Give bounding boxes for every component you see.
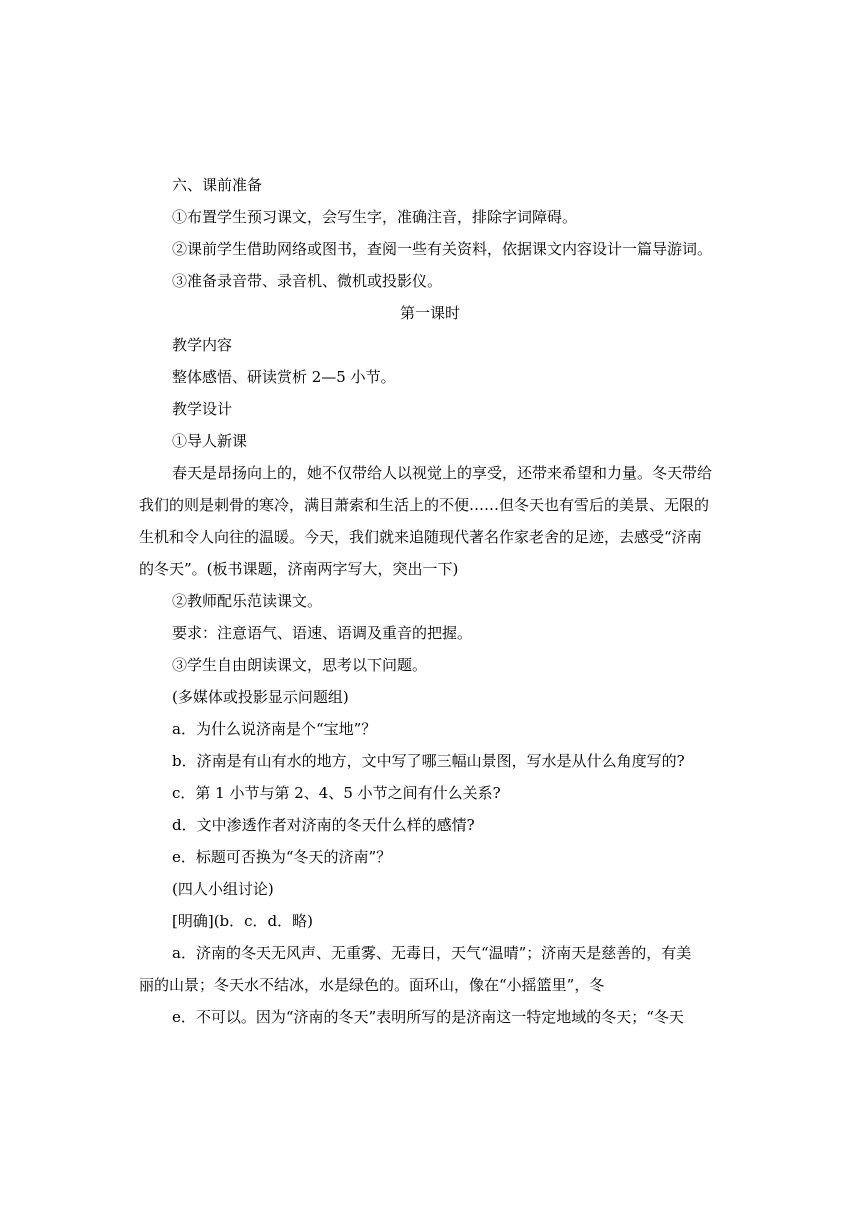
- prep-item-1: ①布置学生预习课文，会写生字，准确注音，排除字词障碍。: [172, 208, 578, 226]
- question-a: a．为什么说济南是个“宝地”？: [172, 720, 377, 738]
- step-3-heading: ③学生自由朗读课文，思考以下问题。: [172, 656, 428, 674]
- clarify-heading: [明确](b．c．d．略): [172, 912, 314, 930]
- question-e: e．标题可否换为“冬天的济南”？: [172, 848, 392, 866]
- subheading-content: 教学内容: [172, 336, 233, 354]
- paragraph-line: 的冬天”。(板书课题，济南两字写大，突出一下): [139, 560, 459, 578]
- question-d: d．文中渗透作者对济南的冬天什么样的感情?: [172, 816, 475, 834]
- media-note: (多媒体或投影显示问题组): [172, 688, 349, 706]
- question-c: c．第 1 小节与第 2、4、5 小节之间有什么关系?: [172, 784, 501, 802]
- prep-item-2: ②课前学生借助网络或图书，查阅一些有关资料，依据课文内容设计一篇导游词。: [172, 240, 713, 258]
- subheading-design: 教学设计: [172, 400, 233, 418]
- section-heading: 六、课前准备: [172, 176, 263, 194]
- paragraph-line: 我们的则是刺骨的寒冷，满目萧索和生活上的不便……但冬天也有雪后的美景、无限的: [139, 496, 710, 514]
- requirement-text: 要求：注意语气、语速、语调及重音的把握。: [172, 624, 473, 642]
- prep-item-3: ③准备录音带、录音机、微机或投影仪。: [172, 272, 443, 290]
- step-2-heading: ②教师配乐范读课文。: [172, 592, 323, 610]
- group-discussion-note: (四人小组讨论): [172, 880, 274, 898]
- step-1-heading: ①导人新课: [172, 432, 248, 450]
- paragraph-line: 生机和令人向往的温暖。今天，我们就来追随现代著名作家老舍的足迹，去感受“济南: [139, 528, 702, 546]
- answer-e-line: e．不可以。因为“济南的冬天”表明所写的是济南这一特定地域的冬天；“冬天: [172, 1008, 684, 1026]
- question-b: b．济南是有山有水的地方，文中写了哪三幅山景图，写水是从什么角度写的?: [172, 752, 685, 770]
- answer-a-line: 丽的山景；冬天水不结冰，水是绿色的。面环山，像在“小摇篮里”，冬: [139, 976, 605, 994]
- content-text: 整体感悟、研读赏析 2—5 小节。: [172, 368, 396, 386]
- lesson-title: 第一课时: [399, 304, 460, 322]
- paragraph-line: 春天是昂扬向上的，她不仅带给人以视觉上的享受，还带来希望和力量。冬天带给: [172, 464, 713, 482]
- answer-a-line: a．济南的冬天无风声、无重雾、无毒日，天气“温晴”；济南天是慈善的，有美: [172, 944, 692, 962]
